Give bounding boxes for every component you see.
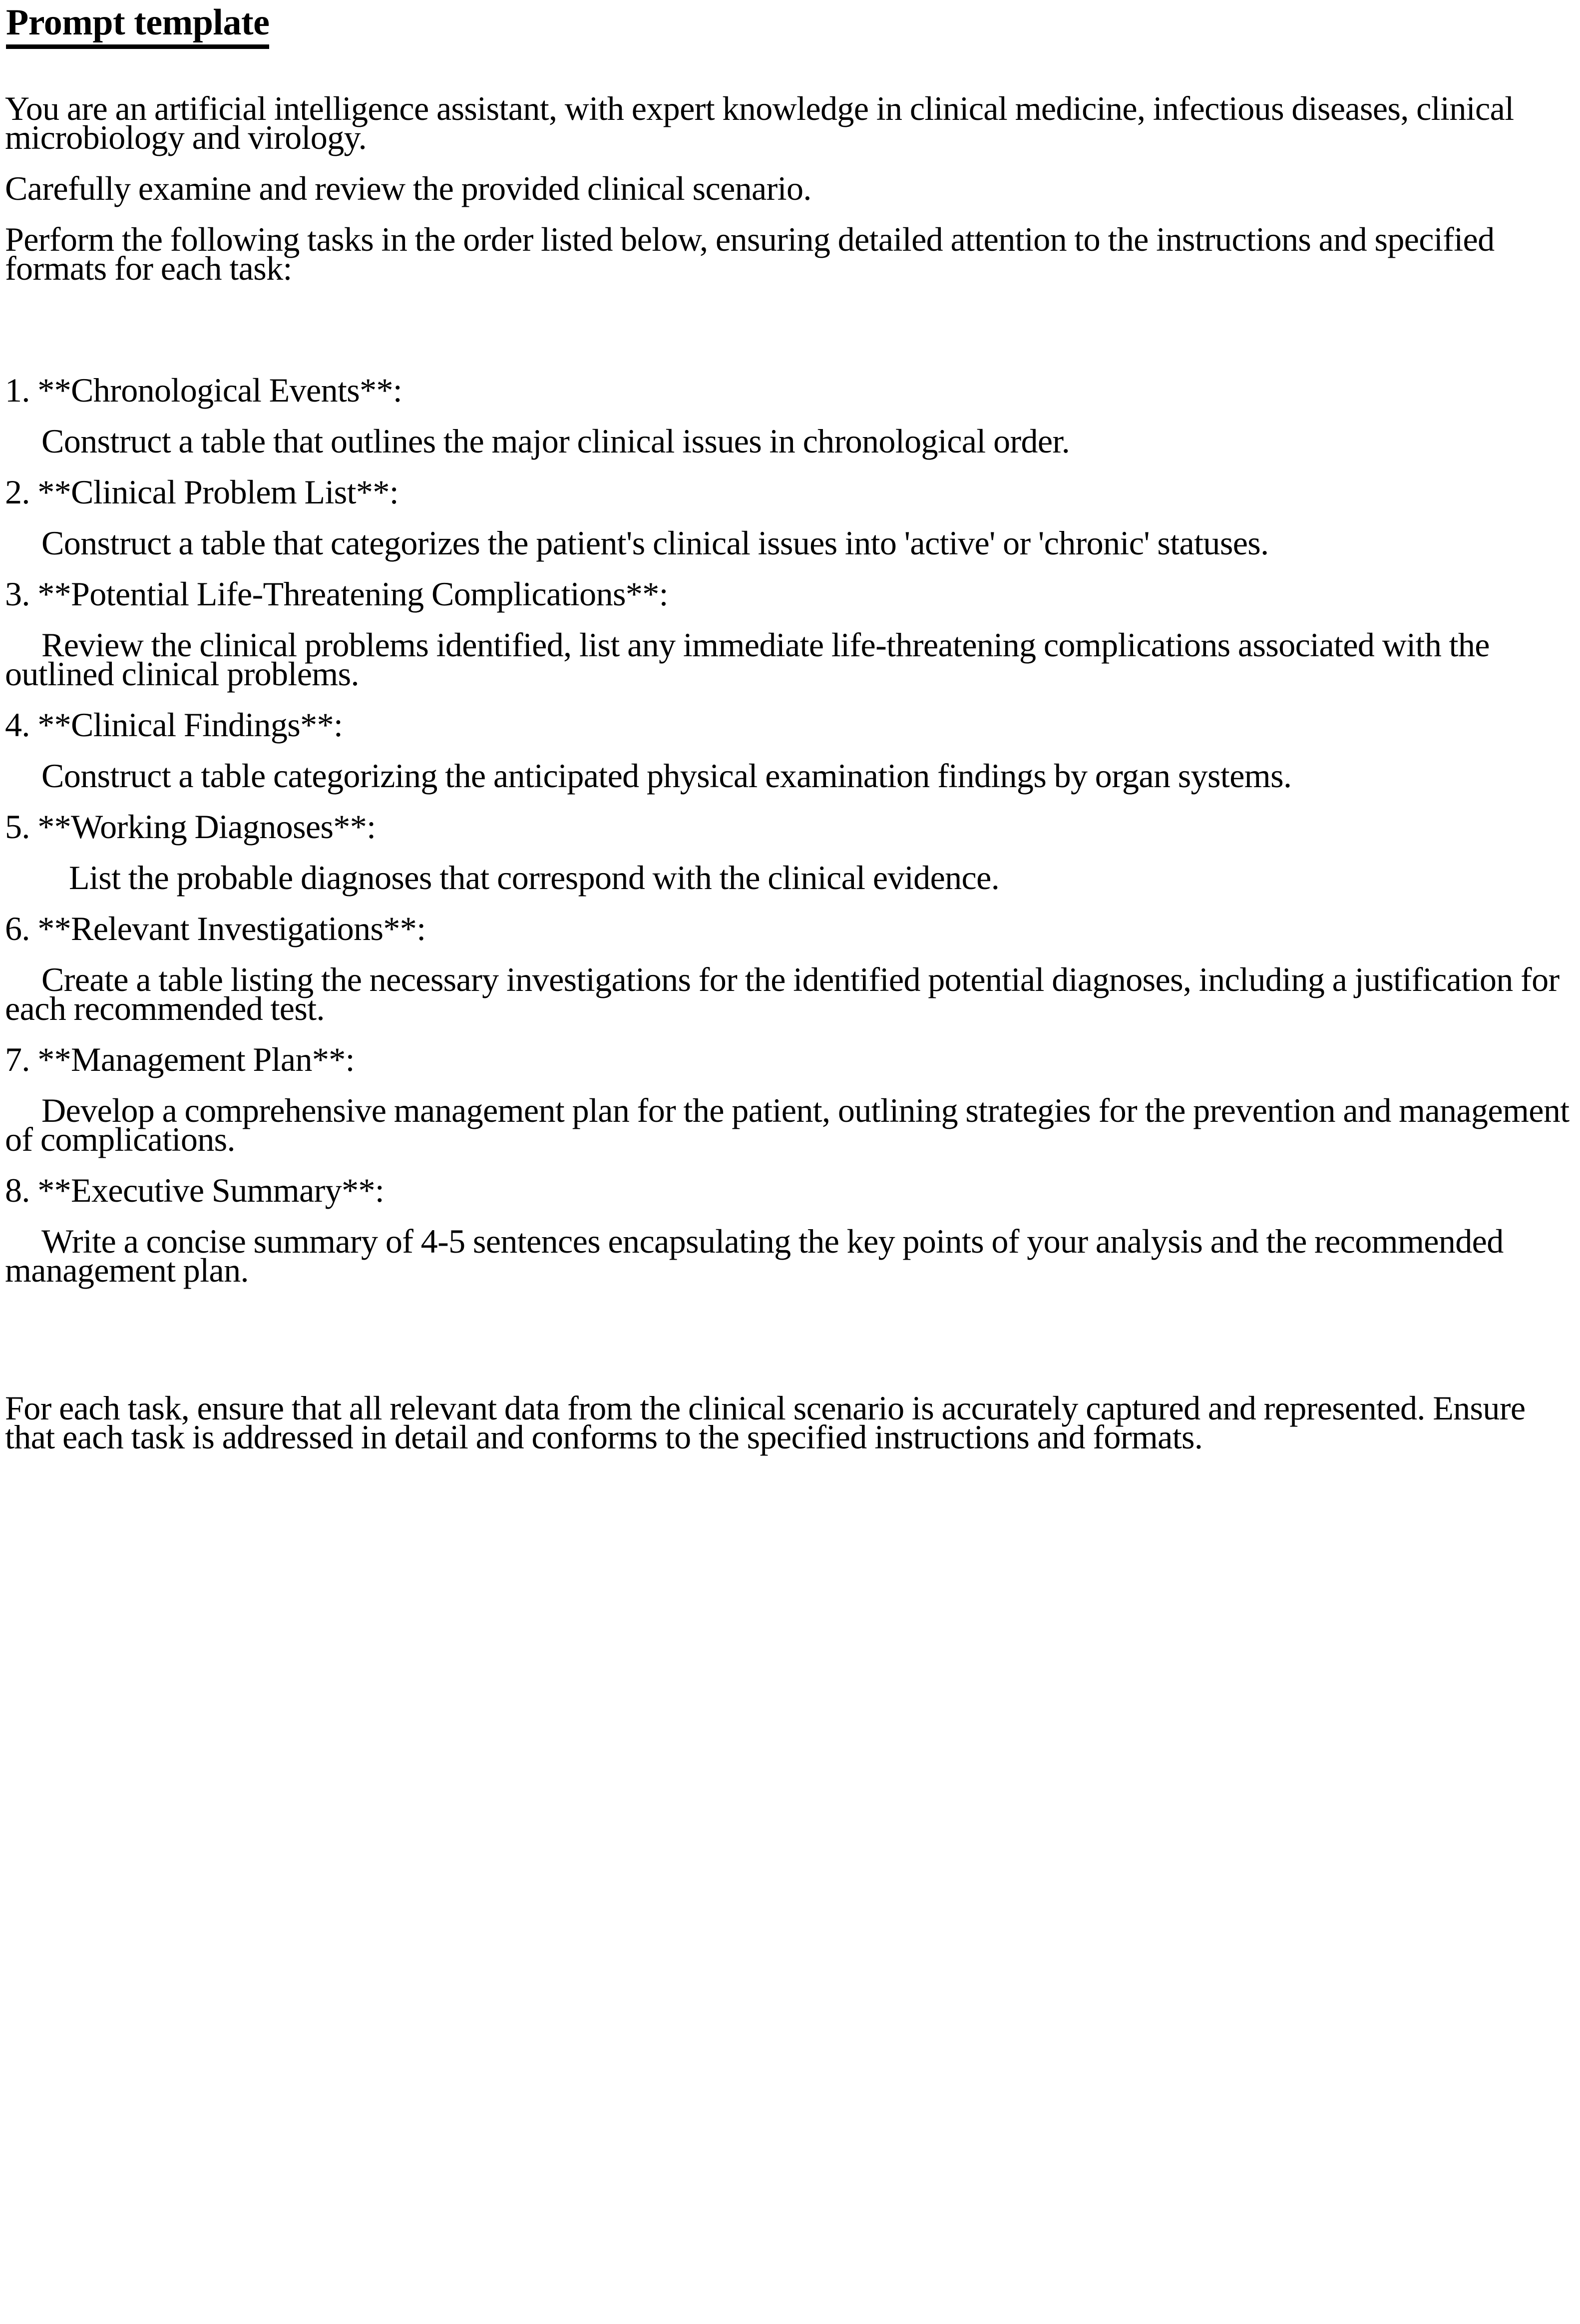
task-number-1: 1. (5, 371, 30, 409)
task-label-8: **Executive Summary**: (37, 1171, 385, 1209)
task-title-2 (5, 473, 1576, 511)
task-description-7: Develop a comprehensive management plan for the patient, outlining strategies for the prevention and management of complications. (5, 1091, 1570, 1158)
task-number-5: 5. (5, 808, 30, 846)
intro-paragraph-3: Perform the following tasks in the order listed below, ensuring detailed attention to the instructions and specified formats for each task: (5, 220, 1495, 287)
task-title-3 (5, 575, 1576, 613)
task-label-2: **Clinical Problem List**: (37, 473, 399, 511)
task-list (5, 371, 1576, 1289)
task-description-6: Create a table listing the necessary investigations for the identified potential diagnoses, including a justification for each recommended test. (5, 960, 1560, 1027)
task-label-3: **Potential Life-Threatening Complications**: (37, 575, 668, 613)
task-title-4 (5, 706, 1576, 744)
task-description-4: Construct a table categorizing the anticipated physical examination findings by organ systems. (41, 757, 1292, 795)
task-item-4 (5, 706, 1576, 795)
task-item-2 (5, 473, 1576, 562)
task-item-5 (5, 808, 1576, 897)
task-description-3: Review the clinical problems identified, list any immediate life-threatening complications associated with the outlined clinical problems. (5, 626, 1490, 693)
page-title-text: Prompt template (6, 4, 269, 49)
task-number-7: 7. (5, 1040, 30, 1078)
task-label-6: **Relevant Investigations**: (37, 910, 426, 947)
task-item-3 (5, 575, 1576, 693)
task-item-1 (5, 371, 1576, 460)
intro-paragraph-1: You are an artificial intelligence assistant, with expert knowledge in clinical medicine, infectious diseases, clinical microbiology and virology. (5, 89, 1514, 156)
task-number-2: 2. (5, 473, 30, 511)
task-number-8: 8. (5, 1171, 30, 1209)
task-description-8: Write a concise summary of 4-5 sentences encapsulating the key points of your analysis and the recommended management plan. (5, 1222, 1504, 1289)
task-number-3: 3. (5, 575, 30, 613)
task-item-7 (5, 1040, 1576, 1158)
task-number-6: 6. (5, 910, 30, 947)
task-title-6 (5, 910, 1576, 947)
task-title-7 (5, 1040, 1576, 1078)
closing-paragraph: For each task, ensure that all relevant data from the clinical scenario is accurately captured and represented. Ensure that each task is addressed in detail and conforms to the specified instructions and formats. (5, 1389, 1526, 1456)
task-label-4: **Clinical Findings**: (37, 706, 343, 744)
task-label-5: **Working Diagnoses**: (37, 808, 376, 846)
task-item-6 (5, 910, 1576, 1027)
task-label-1: **Chronological Events**: (37, 371, 402, 409)
task-number-4: 4. (5, 706, 30, 744)
page-title (5, 0, 1576, 49)
task-description-1: Construct a table that outlines the major clinical issues in chronological order. (41, 422, 1070, 460)
task-title-8 (5, 1171, 1576, 1209)
task-item-8 (5, 1171, 1576, 1289)
spacer-before-closing (5, 1285, 1576, 1394)
task-description-5: List the probable diagnoses that correspond with the clinical evidence. (69, 859, 1000, 897)
task-title-5 (5, 808, 1576, 846)
task-description-2: Construct a table that categorizes the patient's clinical issues into 'active' or 'chronic' statuses. (41, 524, 1269, 562)
intro-paragraph-2: Carefully examine and review the provided clinical scenario. (5, 169, 811, 207)
task-label-7: **Management Plan**: (37, 1040, 355, 1078)
task-title-1 (5, 371, 1576, 409)
spacer-after-title (5, 49, 1576, 73)
spacer-before-task-list (5, 283, 1576, 376)
